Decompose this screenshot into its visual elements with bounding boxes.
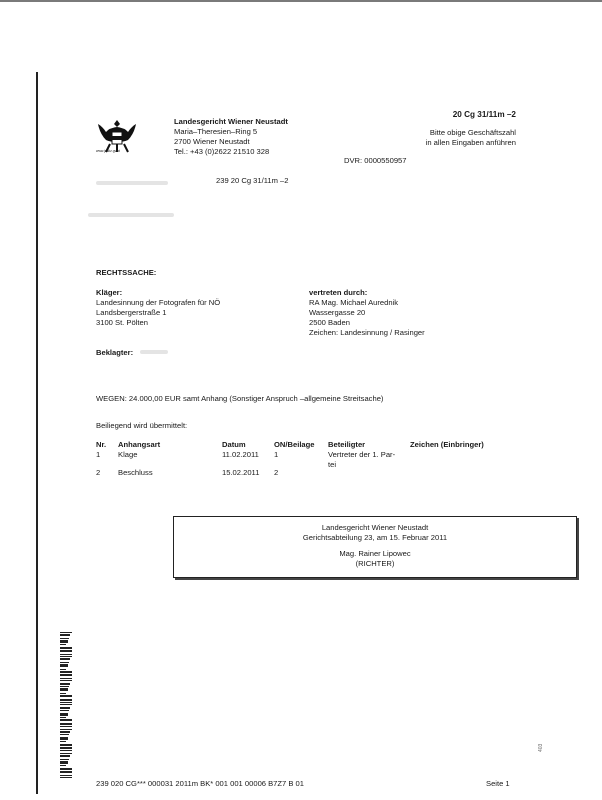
barcode-stripe xyxy=(60,765,66,766)
barcode-stripe xyxy=(60,640,68,643)
side-mark: 403 xyxy=(538,743,544,752)
website-text: www.justiz.gv.at xyxy=(96,149,120,153)
table-cell: 1 xyxy=(96,450,101,459)
barcode-stripe xyxy=(60,634,70,636)
barcode-stripe xyxy=(60,761,68,764)
representative-line: 2500 Baden xyxy=(309,318,350,327)
table-header-party: Beteiligter xyxy=(328,440,366,449)
barcode-stripe xyxy=(60,693,66,694)
barcode-stripe xyxy=(60,674,72,676)
barcode-stripe xyxy=(60,654,72,655)
barcode-stripe xyxy=(60,671,72,673)
reference-line: 239 20 Cg 31/11m –2 xyxy=(216,176,289,185)
case-number: 20 Cg 31/11m –2 xyxy=(452,110,516,119)
attached-intro: Beiliegend wird übermittelt: xyxy=(96,421,188,430)
table-cell: tei xyxy=(328,460,337,469)
table-cell: 2 xyxy=(274,468,279,477)
table-cell: Klage xyxy=(118,450,138,459)
court-address-line1: Maria–Theresien–Ring 5 xyxy=(174,127,258,136)
table-header-on: ON/Beilage xyxy=(274,440,315,449)
subject-line: WEGEN: 24.000,00 EUR samt Anhang (Sonstiger Anspruch –allgemeine Streitsache) xyxy=(96,394,384,403)
page-number: Seite 1 xyxy=(486,779,510,788)
represented-label: vertreten durch: xyxy=(309,288,368,297)
barcode-stripe xyxy=(60,683,70,685)
barcode-stripe xyxy=(60,662,69,663)
barcode-stripe xyxy=(60,747,72,749)
defendant-label: Beklagter: xyxy=(96,348,134,357)
case-heading: RECHTSSACHE: xyxy=(96,268,157,277)
footer-code: 239 020 CG*** 000031 2011m BK* 001 001 00006 B7Z7 B 01 xyxy=(96,779,305,788)
barcode-stripe xyxy=(60,723,72,725)
barcode-stripe xyxy=(60,717,66,718)
redacted-text xyxy=(88,213,174,217)
barcode-stripe xyxy=(60,734,69,735)
barcode-stripe xyxy=(60,775,72,776)
barcode-stripe xyxy=(60,729,72,730)
court-name: Landesgericht Wiener Neustadt xyxy=(174,117,288,126)
table-header-nr: Nr. xyxy=(96,440,107,449)
plaintiff-line: Landesinnung der Fotografen für NÖ xyxy=(96,298,221,307)
barcode-stripe xyxy=(60,702,72,703)
barcode-stripe xyxy=(60,726,72,727)
barcode-stripe xyxy=(60,669,66,670)
plaintiff-label: Kläger: xyxy=(96,288,123,297)
barcode-stripe xyxy=(60,678,72,679)
margin-line xyxy=(36,72,38,794)
redacted-text xyxy=(140,350,168,354)
note-line1: Bitte obige Geschäftszahl xyxy=(429,128,516,137)
table-header-date: Datum xyxy=(222,440,246,449)
barcode-stripe xyxy=(60,644,66,645)
table-cell: 1 xyxy=(274,450,279,459)
barcode-stripe xyxy=(60,737,68,740)
barcode-stripe xyxy=(60,731,70,733)
barcode-stripe xyxy=(60,632,72,633)
barcode-stripe xyxy=(60,768,72,770)
barcode xyxy=(60,632,72,780)
barcode-stripe xyxy=(60,650,72,652)
table-header-type: Anhangsart xyxy=(118,440,161,449)
judge-name: Mag. Rainer Lipowec xyxy=(339,549,411,558)
representative-line: RA Mag. Michael Aurednik xyxy=(309,298,399,307)
representative-line: Zeichen: Landesinnung / Rasinger xyxy=(309,328,425,337)
barcode-stripe xyxy=(60,686,69,687)
plaintiff-line: 3100 St. Pölten xyxy=(96,318,148,327)
barcode-stripe xyxy=(60,771,72,773)
barcode-stripe xyxy=(60,777,72,778)
barcode-stripe xyxy=(60,656,72,657)
barcode-stripe xyxy=(60,753,72,754)
judge-title: (RICHTER) xyxy=(355,559,395,568)
dvr-number: DVR: 0000550957 xyxy=(344,156,407,165)
plaintiff-line: Landsbergerstraße 1 xyxy=(96,308,167,317)
table-cell: 11.02.2011 xyxy=(222,450,259,459)
table-cell: 15.02.2011 xyxy=(222,468,260,477)
barcode-stripe xyxy=(60,664,68,667)
signature-court: Landesgericht Wiener Neustadt xyxy=(321,523,429,532)
redacted-text xyxy=(96,181,168,185)
court-address-line2: 2700 Wiener Neustadt xyxy=(174,137,250,146)
scan-top-edge xyxy=(0,0,602,2)
barcode-stripe xyxy=(60,713,68,716)
barcode-stripe xyxy=(60,695,72,697)
barcode-stripe xyxy=(60,658,70,660)
court-phone: Tel.: +43 (0)2622 21510 328 xyxy=(174,147,270,156)
barcode-stripe xyxy=(60,638,69,639)
barcode-stripe xyxy=(60,647,72,649)
barcode-stripe xyxy=(60,699,72,701)
signature-date: Gerichtsabteilung 23, am 15. Februar 2011 xyxy=(302,533,448,542)
barcode-stripe xyxy=(60,680,72,681)
table-cell: Beschluss xyxy=(118,468,153,477)
barcode-stripe xyxy=(60,710,69,711)
barcode-stripe xyxy=(60,759,69,760)
barcode-stripe xyxy=(60,704,72,705)
table-cell: Vertreter der 1. Par- xyxy=(328,450,396,459)
representative-line: Wassergasse 20 xyxy=(309,308,366,317)
barcode-stripe xyxy=(60,707,70,709)
barcode-stripe xyxy=(60,741,66,742)
barcode-stripe xyxy=(60,744,72,746)
barcode-stripe xyxy=(60,719,72,721)
barcode-stripe xyxy=(60,755,70,757)
table-header-sign: Zeichen (Einbringer) xyxy=(410,440,484,449)
austrian-eagle-logo xyxy=(92,112,142,162)
note-line2: in allen Eingaben anführen xyxy=(425,138,516,147)
barcode-stripe xyxy=(60,750,72,751)
barcode-stripe xyxy=(60,688,68,691)
signature-box xyxy=(173,516,577,578)
table-cell: 2 xyxy=(96,468,101,477)
